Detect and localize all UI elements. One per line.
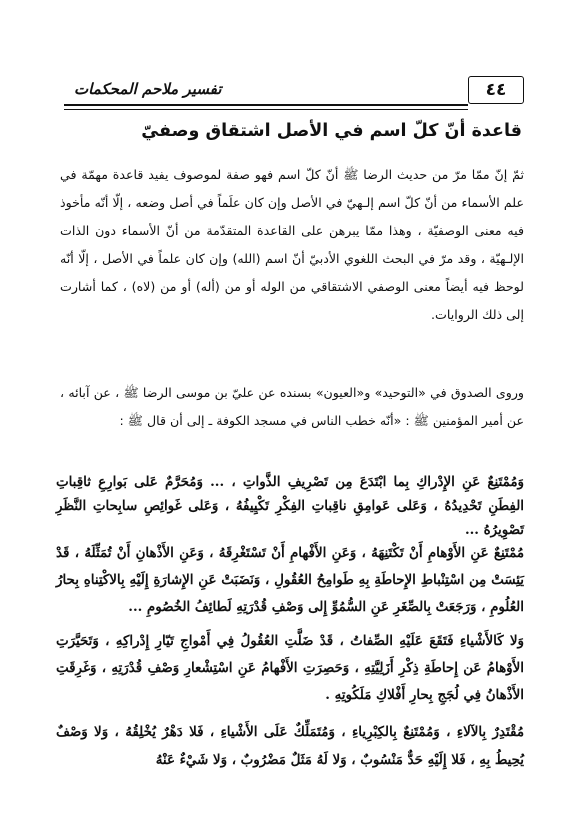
sermon-quote-3: وَلا كَالأَشْياءِ فَتَقَعَ عَلَيْهِ الصِّفاتُ ، قَدْ ضَلَّتِ العُقُولُ فِي أَمْواجِ تَيّارِ إِدْراكِهِ ، وَتَحَيَّرَتِ الأَوْهامُ عَن إِحاطَةِ ذِكْرِ أَزَلِيَّتِهِ ، وَحَصِرَتِ الأَفْهامُ عَنِ اسْتِشْعارِ وَصْفِ قُدْرَتِهِ ، وَغَرِقَتِ الأَذْهانُ فِي لُجَجِ بِحارِ أَفْلاكِ مَلَكُوتِهِ . bbox=[56, 633, 524, 703]
body-paragraph-1: ثمّ إنّ ممّا مرّ من حديث الرضا ﷺ أنّ كلّ اسم فهو صفة لموصوف يفيد قاعدة مهمّة في علم الأسماء من أنّ كلّ اسم إلـهيّ في الأصل وإن كان علَماً في أصل وضعه ، إلّا أنّه مأخوذ فيه معنى الوصفيّة ، وهذا ممّا يبرهن على القاعدة المتقدّمة من أنّ الأسماء دون الذات الإلـهيّة ، وقد مرّ في البحث اللغوي الأدبيّ أنّ اسم (الله) وإن كان علماً في الأصل ، إلّا أنّه لوحظ فيه أيضاً معنى الوصفي الاشتقاقي من الوله أو من (أله) أو من (لاه) ، كما أشارت إلى ذلك الروايات. bbox=[60, 167, 524, 322]
running-book-title: تفسير ملاحم المحكمات bbox=[74, 80, 222, 98]
sermon-quote-4: مُقْتَدِرٌ بِالآلاءِ ، وَمُمْتَنِعٌ بِالكِبْرِياءِ ، وَمُتَمَلِّكٌ عَلَى الأَشْياءِ ، فَلا دَهْرٌ يُخْلِقُهُ ، وَلا وَصْفٌ يُحِيطُ بِهِ ، فَلا إِلَيْهِ حَدٌّ مَنْسُوبٌ ، وَلا لَهُ مَثَلٌ مَضْرُوبٌ ، وَلا شَيْءٌ عَنْهُ bbox=[56, 724, 524, 768]
sermon-quote-2: مُمْتَنِعٌ عَنِ الأَوْهامِ أَنْ تَكْتَنِهَهُ ، وَعَنِ الأَفْهامِ أَنْ تَسْتَغْرِقَهُ ، وَعَنِ الأَذْهانِ أَنْ تُمَثِّلَهُ ، قَدْ يَئِسَتْ مِن اسْتِنْباطِ الإِحاطَةِ بِهِ طَوامِحُ العُقُولِ ، وَنَضَبَتْ عَنِ الإِشارَةِ إِلَيْهِ بِالاكْتِناهِ بِحارُ العُلُومِ ، وَرَجَعَتْ بِالصِّغَرِ عَنِ السُّمُوِّ إِلى وَصْفِ قُدْرَتِهِ لَطائِفُ الخُصُومِ ... bbox=[56, 545, 524, 615]
body-paragraph-2: وروى الصدوق في «التوحيد» و«العيون» بسنده عن عليّ بن موسى الرضا ﷺ ، عن آبائه ، عن أمير المؤمنين ﷺ : «أنّه خطب الناس في مسجد الكوفة ـ إلى أن قال ﷺ : bbox=[60, 385, 524, 428]
header-rule bbox=[64, 104, 468, 106]
sermon-quote-1: وَمُمْتَنِعٌ عَنِ الإِدْراكِ بِما ابْتَدَعَ مِن تَصْرِيفِ الذَّواتِ ، ... وَمُحَرَّمٌ عَلى بَوارِعِ ثاقِباتِ الفِطَنِ تَحْدِيدُهُ ، وَعَلى عَوامِقِ ناقِباتِ الفِكْرِ تَكْيِيفُهُ ، وَعَلى غَوائِصِ سابِحاتِ النَّظَرِ تَصْوِيرُهُ ... bbox=[56, 474, 524, 538]
page-number: ٤٤ bbox=[468, 76, 524, 104]
page-header bbox=[64, 76, 524, 106]
header-rule-thin bbox=[64, 109, 468, 110]
section-heading: قاعدة أنّ كلّ اسم في الأصل اشتقاق وصفيّ bbox=[141, 121, 522, 141]
